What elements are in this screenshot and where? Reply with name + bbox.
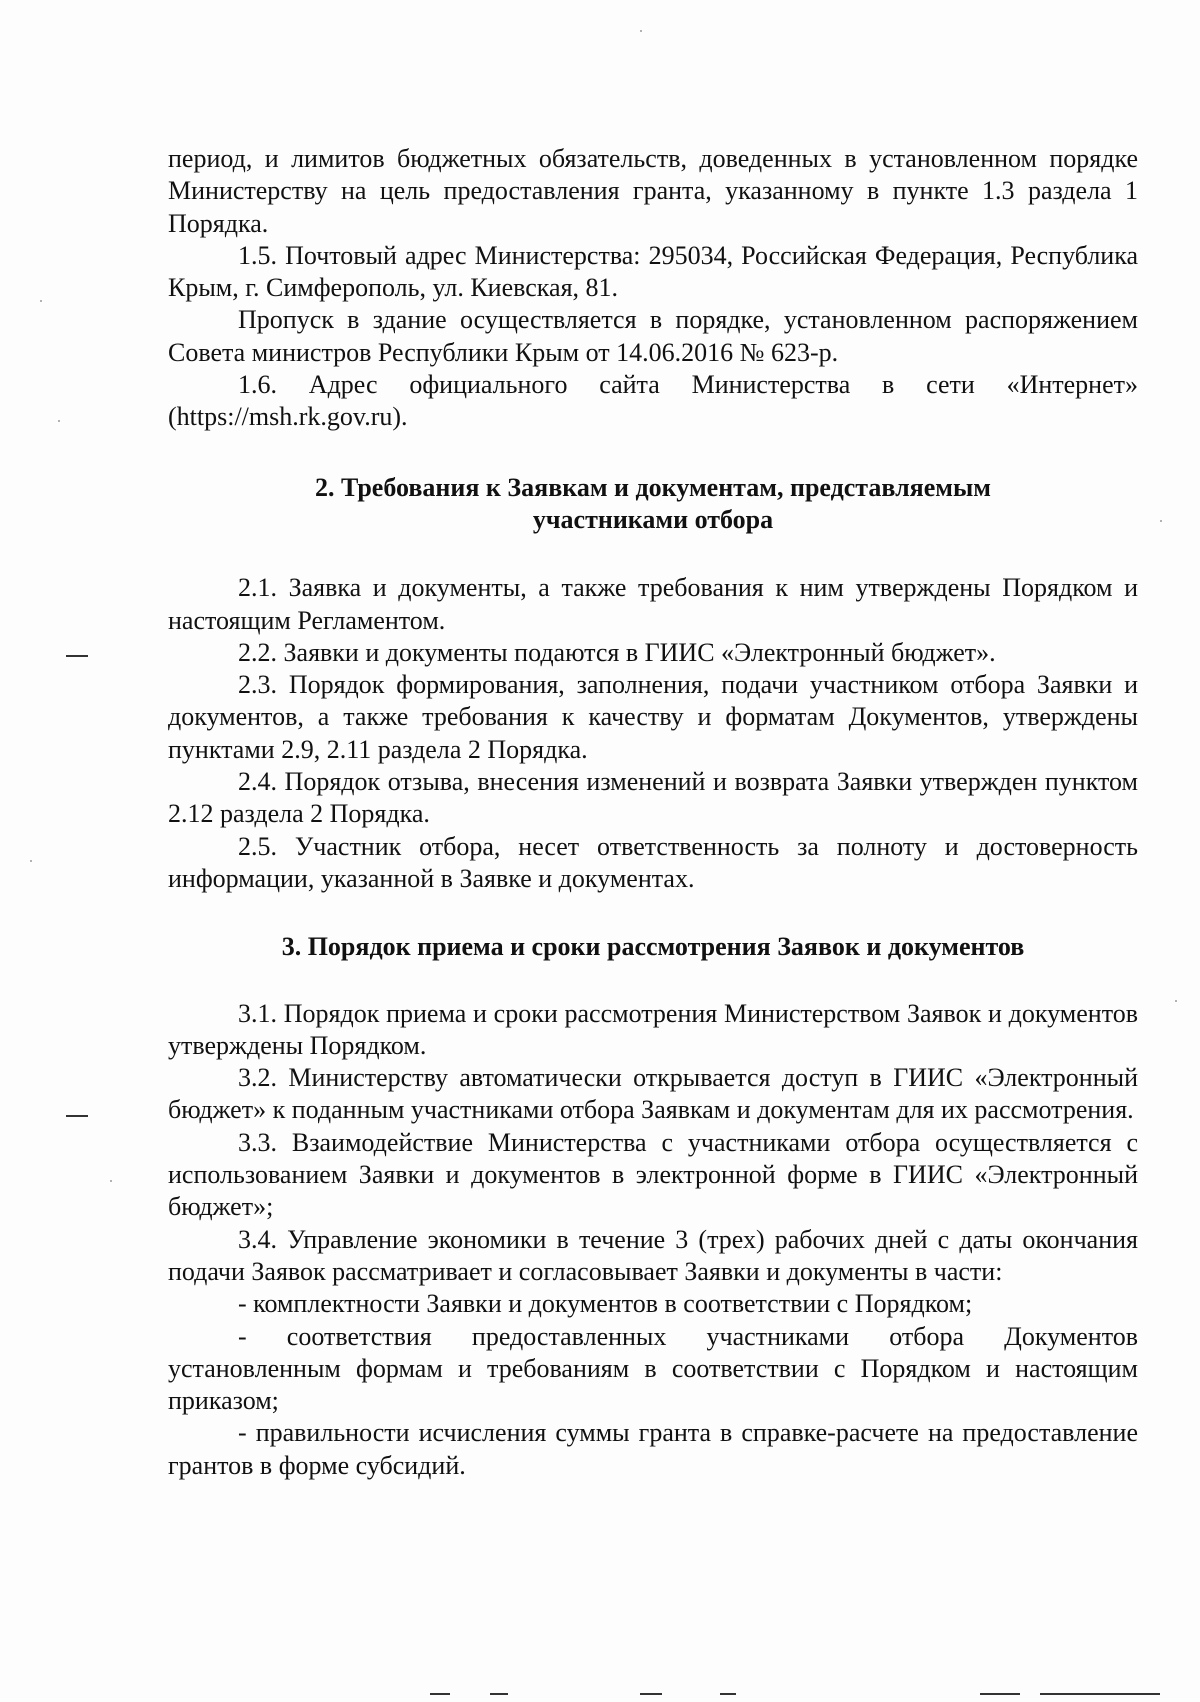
scan-mark <box>66 655 88 657</box>
scan-mark <box>430 1693 450 1695</box>
document-body <box>168 143 1138 1482</box>
scan-mark <box>1040 1693 1160 1695</box>
scan-speck <box>58 420 60 422</box>
paragraph-2-4: 2.4. Порядок отзыва, внесения изменений и возврата Заявки утвержден пунктом 2.12 раздела 2 Порядка. <box>168 767 1138 829</box>
paragraph-3-4: 3.4. Управление экономики в течение 3 (трех) рабочих дней с даты окончания подачи Заявок рассматривает и согласовывает Заявки и документы в части: <box>168 1224 1138 1286</box>
paragraph-3-3: 3.3. Взаимодействие Министерства с участниками отбора осуществляется с использованием Заявки и документов в электронной форме в ГИИС «Электронный бюджет»; <box>168 1127 1138 1222</box>
section-2-heading-line-1: 2. Требования к Заявкам и документам, представляемым <box>315 472 991 502</box>
paragraph-propusk: Пропуск в здание осуществляется в порядке, установленном распоряжением Совета министров Республики Крым от 14.06.2016 № 623-р. <box>168 305 1138 367</box>
paragraph-1-6: 1.6. Адрес официального сайта Министерства в сети «Интернет» (https://msh.rk.gov.ru). <box>168 370 1138 432</box>
paragraph-2-5: 2.5. Участник отбора, несет ответственность за полноту и достоверность информации, указанной в Заявке и документах. <box>168 831 1138 893</box>
scan-speck <box>30 860 32 862</box>
section-2-heading-line-2: участниками отбора <box>532 504 774 534</box>
section-2-heading <box>168 472 1138 537</box>
section-3-heading: 3. Порядок приема и сроки рассмотрения Заявок и документов <box>281 932 1025 962</box>
scan-speck <box>110 1180 112 1182</box>
paragraph-2-1: 2.1. Заявка и документы, а также требования к ним утверждены Порядком и настоящим Регламентом. <box>168 573 1138 635</box>
scan-mark <box>490 1693 508 1695</box>
paragraph-1-5: 1.5. Почтовый адрес Министерства: 295034, Российская Федерация, Республика Крым, г. Симферополь, ул. Киевская, 81. <box>168 240 1138 303</box>
paragraph-3-2: 3.2. Министерству автоматически открывается доступ в ГИИС «Электронный бюджет» к поданным участниками отбора Заявкам и документам для их рассмотрения. <box>168 1063 1138 1125</box>
scan-mark <box>980 1693 1020 1695</box>
list-item-conformity: - соответствия предоставленных участниками отбора Документов установленным формам и требованиям в соответствии с Порядком и настоящим приказом; <box>168 1321 1138 1416</box>
paragraph-3-1: 3.1. Порядок приема и сроки рассмотрения Министерством Заявок и документов утверждены Порядком. <box>168 998 1138 1060</box>
list-item-completeness: - комплектности Заявки и документов в соответствии с Порядком; <box>238 1289 973 1319</box>
scan-speck <box>1160 520 1162 522</box>
scan-speck <box>640 30 642 32</box>
paragraph-intro: период, и лимитов бюджетных обязательств, доведенных в установленном порядке Министерству на цель предоставления гранта, указанному в пункте 1.3 раздела 1 Порядка. <box>168 144 1138 238</box>
scan-speck <box>40 300 42 302</box>
scan-speck <box>1175 1000 1177 1002</box>
scan-mark <box>66 1115 88 1117</box>
paragraph-2-3: 2.3. Порядок формирования, заполнения, подачи участником отбора Заявки и документов, а также требования к качеству и форматам Документов, утверждены пунктами 2.9, 2.11 раздела 2 Порядка. <box>168 670 1138 764</box>
scan-mark <box>640 1693 662 1695</box>
paragraph-2-2: 2.2. Заявки и документы подаются в ГИИС «Электронный бюджет». <box>238 637 996 667</box>
list-item-calculation: - правильности исчисления суммы гранта в справке-расчете на предоставление грантов в форме субсидий. <box>168 1418 1138 1480</box>
scan-mark <box>720 1693 736 1695</box>
